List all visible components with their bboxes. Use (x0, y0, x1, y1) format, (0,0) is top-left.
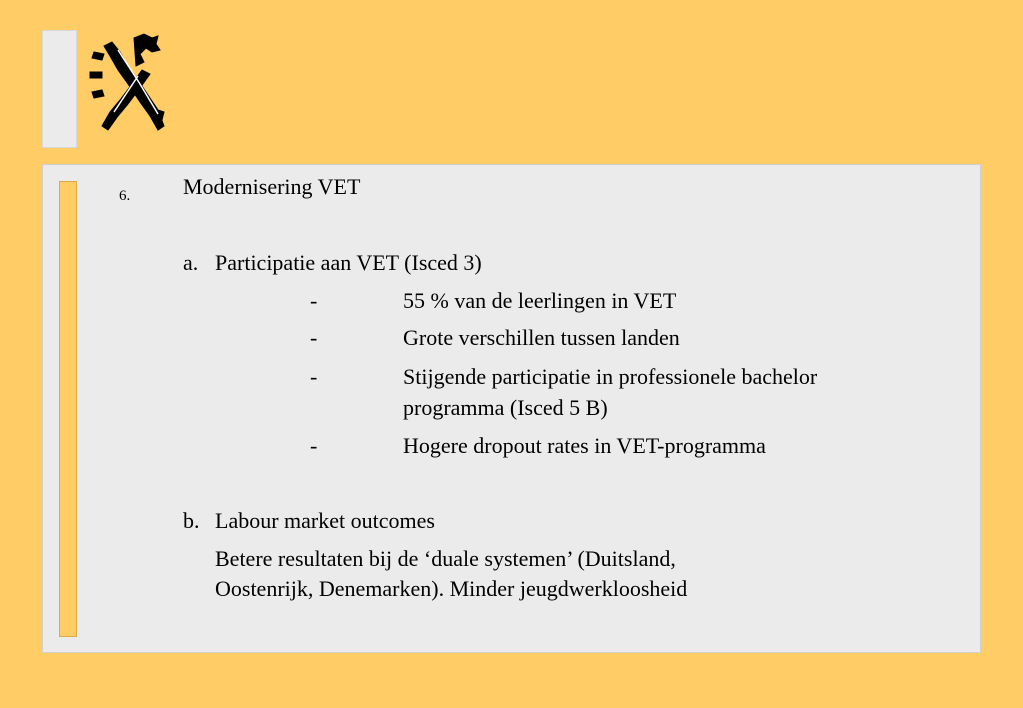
panel-accent-bar (59, 181, 77, 637)
part-a-title: Participatie aan VET (Isced 3) (215, 250, 482, 275)
bullet-text: Hogere dropout rates in VET-programma (403, 433, 766, 458)
logo-strip (42, 30, 77, 148)
part-b-body-line: Oostenrijk, Denemarken). Minder jeugdwerkloosheid (215, 576, 688, 601)
part-b-body-line: Betere resultaten bij de ‘duale systemen’ (Duitsland, (215, 546, 676, 571)
section-title: Modernisering VET (183, 174, 361, 199)
bullet-text: 55 % van de leerlingen in VET (403, 288, 677, 313)
bullet-text: Stijgende participatie in professionele bachelor (403, 364, 818, 389)
bullet-text-continued: programma (Isced 5 B) (403, 395, 608, 420)
section-number: 6. (119, 188, 131, 204)
part-b-label: b. (183, 508, 200, 533)
bullet-dash: - (310, 325, 318, 350)
bullet-dash: - (310, 288, 318, 313)
part-a-label: a. (183, 250, 199, 275)
bullet-text: Grote verschillen tussen landen (403, 325, 680, 350)
bullet-dash: - (310, 433, 318, 458)
bullet-dash: - (310, 364, 318, 389)
flemish-lion-icon (82, 32, 172, 132)
part-b-title: Labour market outcomes (215, 508, 435, 533)
